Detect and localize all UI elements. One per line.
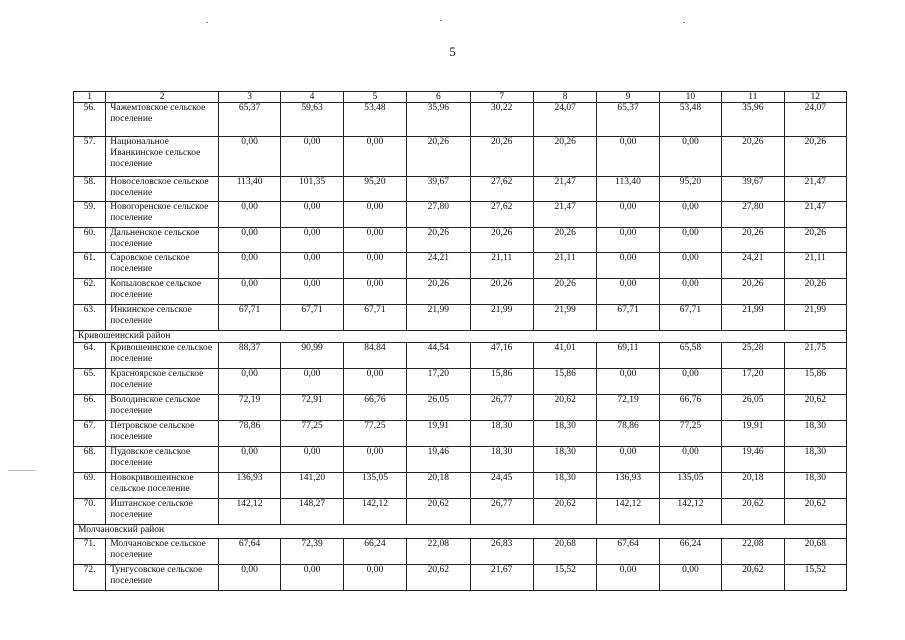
value-cell: 67,71: [659, 305, 721, 331]
value-cell: 21,99: [533, 305, 596, 331]
value-cell: 148,27: [281, 499, 343, 525]
table-row: [74, 202, 847, 228]
value-cell: 66,24: [343, 539, 406, 565]
value-cell: 77,25: [281, 421, 343, 447]
value-cell: 21,47: [784, 202, 847, 228]
value-cell: 20,26: [784, 279, 847, 305]
table-row: [74, 305, 847, 331]
value-cell: 25,28: [722, 343, 784, 369]
value-cell: 69,11: [597, 343, 659, 369]
value-cell: 0,00: [281, 369, 343, 395]
column-number: 5: [343, 92, 406, 103]
district-label: Кривошеинский район: [74, 331, 847, 343]
value-cell: 19,91: [722, 421, 784, 447]
value-cell: 18,30: [533, 421, 596, 447]
column-number: 7: [470, 92, 533, 103]
row-number: 61.: [74, 253, 106, 279]
column-number: 1: [74, 92, 106, 103]
value-cell: 21,11: [784, 253, 847, 279]
scan-speck: [8, 470, 36, 471]
row-number: 65.: [74, 369, 106, 395]
settlement-name: Новокривошеинское сельское поселение: [106, 473, 219, 499]
value-cell: 24,07: [533, 103, 596, 137]
value-cell: 20,26: [533, 137, 596, 177]
district-row: [74, 525, 847, 539]
settlement-name: Дальненское сельское поселение: [106, 228, 219, 253]
value-cell: 17,20: [722, 369, 784, 395]
table-row: [74, 499, 847, 525]
value-cell: 0,00: [281, 447, 343, 473]
value-cell: 41,01: [533, 343, 596, 369]
value-cell: 0,00: [597, 369, 659, 395]
value-cell: 20,26: [407, 228, 470, 253]
value-cell: 0,00: [343, 279, 406, 305]
value-cell: 0,00: [659, 228, 721, 253]
value-cell: 0,00: [281, 202, 343, 228]
value-cell: 72,19: [597, 395, 659, 421]
value-cell: 77,25: [343, 421, 406, 447]
table-row: [74, 103, 847, 137]
column-number: 9: [597, 92, 659, 103]
value-cell: 0,00: [659, 279, 721, 305]
table-row: [74, 565, 847, 591]
row-number: 68.: [74, 447, 106, 473]
value-cell: 65,58: [659, 343, 721, 369]
value-cell: 15,86: [533, 369, 596, 395]
value-cell: 21,47: [533, 202, 596, 228]
value-cell: 20,18: [722, 473, 784, 499]
value-cell: 39,67: [722, 177, 784, 202]
value-cell: 0,00: [597, 202, 659, 228]
column-number-row: [74, 92, 847, 103]
value-cell: 67,71: [343, 305, 406, 331]
value-cell: 136,93: [597, 473, 659, 499]
value-cell: 84,84: [343, 343, 406, 369]
value-cell: 27,80: [407, 202, 470, 228]
value-cell: 21,67: [470, 565, 533, 591]
value-cell: 24,07: [784, 103, 847, 137]
value-cell: 26,05: [407, 395, 470, 421]
value-cell: 142,12: [659, 499, 721, 525]
value-cell: 20,26: [722, 137, 784, 177]
value-cell: 67,71: [281, 305, 343, 331]
value-cell: 72,39: [281, 539, 343, 565]
value-cell: 26,83: [470, 539, 533, 565]
settlement-name: Копыловское сельское поселение: [106, 279, 219, 305]
value-cell: 78,86: [218, 421, 280, 447]
value-cell: 18,30: [470, 421, 533, 447]
value-cell: 22,08: [407, 539, 470, 565]
value-cell: 67,64: [218, 539, 280, 565]
value-cell: 0,00: [281, 228, 343, 253]
value-cell: 0,00: [659, 202, 721, 228]
row-number: 70.: [74, 499, 106, 525]
settlement-name: Володинское сельское поселение: [106, 395, 219, 421]
value-cell: 20,68: [533, 539, 596, 565]
value-cell: 20,26: [407, 137, 470, 177]
value-cell: 20,62: [784, 499, 847, 525]
value-cell: 27,80: [722, 202, 784, 228]
column-number: 11: [722, 92, 784, 103]
value-cell: 142,12: [597, 499, 659, 525]
value-cell: 19,46: [722, 447, 784, 473]
value-cell: 20,26: [722, 228, 784, 253]
data-table: [73, 91, 847, 591]
settlement-name: Национальное Иванкинское сельское поселение: [106, 137, 219, 177]
row-number: 60.: [74, 228, 106, 253]
value-cell: 35,96: [407, 103, 470, 137]
scan-speck: [683, 22, 685, 23]
value-cell: 0,00: [597, 253, 659, 279]
table-row: [74, 177, 847, 202]
value-cell: 26,77: [470, 395, 533, 421]
value-cell: 78,86: [597, 421, 659, 447]
value-cell: 0,00: [343, 253, 406, 279]
row-number: 72.: [74, 565, 106, 591]
value-cell: 21,99: [470, 305, 533, 331]
value-cell: 19,91: [407, 421, 470, 447]
value-cell: 18,30: [533, 473, 596, 499]
table-row: [74, 473, 847, 499]
table-row: [74, 279, 847, 305]
value-cell: 142,12: [218, 499, 280, 525]
value-cell: 24,21: [722, 253, 784, 279]
value-cell: 101,35: [281, 177, 343, 202]
value-cell: 20,26: [533, 279, 596, 305]
value-cell: 20,26: [533, 228, 596, 253]
value-cell: 21,11: [470, 253, 533, 279]
value-cell: 0,00: [597, 228, 659, 253]
value-cell: 0,00: [343, 137, 406, 177]
value-cell: 21,47: [533, 177, 596, 202]
value-cell: 15,52: [784, 565, 847, 591]
value-cell: 21,99: [722, 305, 784, 331]
value-cell: 77,25: [659, 421, 721, 447]
value-cell: 15,86: [470, 369, 533, 395]
value-cell: 0,00: [343, 565, 406, 591]
value-cell: 53,48: [659, 103, 721, 137]
settlement-name: Новогоренское сельское поселение: [106, 202, 219, 228]
district-row: [74, 331, 847, 343]
value-cell: 0,00: [659, 369, 721, 395]
column-number: 12: [784, 92, 847, 103]
value-cell: 18,30: [784, 421, 847, 447]
settlement-name: Новоселовское сельское поселение: [106, 177, 219, 202]
value-cell: 20,26: [784, 137, 847, 177]
value-cell: 0,00: [218, 137, 280, 177]
value-cell: 0,00: [659, 565, 721, 591]
value-cell: 21,47: [784, 177, 847, 202]
table-row: [74, 253, 847, 279]
settlement-name: Красноярское сельское поселение: [106, 369, 219, 395]
table-row: [74, 369, 847, 395]
value-cell: 0,00: [659, 137, 721, 177]
settlement-name: Инкинское сельское поселение: [106, 305, 219, 331]
value-cell: 0,00: [343, 228, 406, 253]
value-cell: 0,00: [659, 253, 721, 279]
value-cell: 0,00: [597, 137, 659, 177]
value-cell: 0,00: [597, 279, 659, 305]
settlement-name: Тунгусовское сельское поселение: [106, 565, 219, 591]
scan-speck: [206, 22, 208, 23]
value-cell: 72,19: [218, 395, 280, 421]
value-cell: 22,08: [722, 539, 784, 565]
value-cell: 67,64: [597, 539, 659, 565]
row-number: 62.: [74, 279, 106, 305]
value-cell: 20,62: [533, 499, 596, 525]
column-number: 3: [218, 92, 280, 103]
table-row: [74, 137, 847, 177]
table-row: [74, 539, 847, 565]
value-cell: 19,46: [407, 447, 470, 473]
value-cell: 18,30: [470, 447, 533, 473]
value-cell: 0,00: [218, 202, 280, 228]
row-number: 64.: [74, 343, 106, 369]
value-cell: 53,48: [343, 103, 406, 137]
value-cell: 17,20: [407, 369, 470, 395]
value-cell: 24,45: [470, 473, 533, 499]
value-cell: 0,00: [281, 253, 343, 279]
row-number: 56.: [74, 103, 106, 137]
value-cell: 59,63: [281, 103, 343, 137]
row-number: 66.: [74, 395, 106, 421]
value-cell: 0,00: [343, 202, 406, 228]
row-number: 59.: [74, 202, 106, 228]
value-cell: 21,99: [407, 305, 470, 331]
value-cell: 67,71: [218, 305, 280, 331]
value-cell: 26,05: [722, 395, 784, 421]
table-row: [74, 421, 847, 447]
value-cell: 20,62: [407, 565, 470, 591]
table-row: [74, 343, 847, 369]
value-cell: 95,20: [343, 177, 406, 202]
value-cell: 135,05: [343, 473, 406, 499]
settlement-name: Пудовское сельское поселение: [106, 447, 219, 473]
value-cell: 113,40: [218, 177, 280, 202]
value-cell: 20,26: [470, 137, 533, 177]
value-cell: 67,71: [597, 305, 659, 331]
value-cell: 142,12: [343, 499, 406, 525]
value-cell: 20,26: [407, 279, 470, 305]
column-number: 2: [106, 92, 219, 103]
value-cell: 88,37: [218, 343, 280, 369]
value-cell: 20,62: [407, 499, 470, 525]
value-cell: 35,96: [722, 103, 784, 137]
settlement-name: Саровское сельское поселение: [106, 253, 219, 279]
row-number: 67.: [74, 421, 106, 447]
value-cell: 0,00: [281, 565, 343, 591]
value-cell: 0,00: [343, 447, 406, 473]
settlement-name: Кривошеинское сельское поселение: [106, 343, 219, 369]
value-cell: 18,30: [784, 447, 847, 473]
value-cell: 0,00: [218, 228, 280, 253]
value-cell: 65,37: [218, 103, 280, 137]
value-cell: 44,54: [407, 343, 470, 369]
row-number: 63.: [74, 305, 106, 331]
value-cell: 135,05: [659, 473, 721, 499]
settlement-name: Чажемтовское сельское поселение: [106, 103, 219, 137]
table-row: [74, 395, 847, 421]
column-number: 6: [407, 92, 470, 103]
table-row: [74, 228, 847, 253]
value-cell: 27,62: [470, 202, 533, 228]
table-body: [74, 103, 847, 591]
column-number: 10: [659, 92, 721, 103]
value-cell: 27,62: [470, 177, 533, 202]
page-number: 5: [449, 44, 456, 59]
value-cell: 15,86: [784, 369, 847, 395]
value-cell: 0,00: [218, 253, 280, 279]
value-cell: 20,18: [407, 473, 470, 499]
value-cell: 21,99: [784, 305, 847, 331]
value-cell: 20,62: [784, 395, 847, 421]
scan-speck: [440, 20, 442, 21]
value-cell: 113,40: [597, 177, 659, 202]
value-cell: 0,00: [218, 369, 280, 395]
value-cell: 20,62: [722, 565, 784, 591]
value-cell: 20,26: [470, 279, 533, 305]
value-cell: 20,26: [722, 279, 784, 305]
settlement-name: Петровское сельское поселение: [106, 421, 219, 447]
value-cell: 0,00: [281, 279, 343, 305]
value-cell: 20,68: [784, 539, 847, 565]
table-row: [74, 447, 847, 473]
row-number: 71.: [74, 539, 106, 565]
value-cell: 20,62: [533, 395, 596, 421]
row-number: 69.: [74, 473, 106, 499]
value-cell: 0,00: [343, 369, 406, 395]
value-cell: 20,62: [722, 499, 784, 525]
value-cell: 141,20: [281, 473, 343, 499]
column-number: 4: [281, 92, 343, 103]
value-cell: 21,11: [533, 253, 596, 279]
value-cell: 18,30: [533, 447, 596, 473]
value-cell: 18,30: [784, 473, 847, 499]
value-cell: 0,00: [597, 565, 659, 591]
value-cell: 66,76: [343, 395, 406, 421]
value-cell: 0,00: [281, 137, 343, 177]
settlement-name: Иштанское сельское поселение: [106, 499, 219, 525]
value-cell: 66,24: [659, 539, 721, 565]
value-cell: 0,00: [218, 565, 280, 591]
value-cell: 0,00: [218, 279, 280, 305]
value-cell: 21,75: [784, 343, 847, 369]
value-cell: 0,00: [597, 447, 659, 473]
value-cell: 0,00: [218, 447, 280, 473]
value-cell: 72,91: [281, 395, 343, 421]
value-cell: 136,93: [218, 473, 280, 499]
value-cell: 90,99: [281, 343, 343, 369]
value-cell: 95,20: [659, 177, 721, 202]
row-number: 57.: [74, 137, 106, 177]
value-cell: 15,52: [533, 565, 596, 591]
value-cell: 24,21: [407, 253, 470, 279]
value-cell: 0,00: [659, 447, 721, 473]
settlement-name: Молчановское сельское поселение: [106, 539, 219, 565]
value-cell: 30,22: [470, 103, 533, 137]
value-cell: 26,77: [470, 499, 533, 525]
value-cell: 65,37: [597, 103, 659, 137]
value-cell: 66,76: [659, 395, 721, 421]
value-cell: 47,16: [470, 343, 533, 369]
value-cell: 39,67: [407, 177, 470, 202]
value-cell: 20,26: [784, 228, 847, 253]
value-cell: 20,26: [470, 228, 533, 253]
row-number: 58.: [74, 177, 106, 202]
district-label: Молчановский район: [74, 525, 847, 539]
column-number: 8: [533, 92, 596, 103]
